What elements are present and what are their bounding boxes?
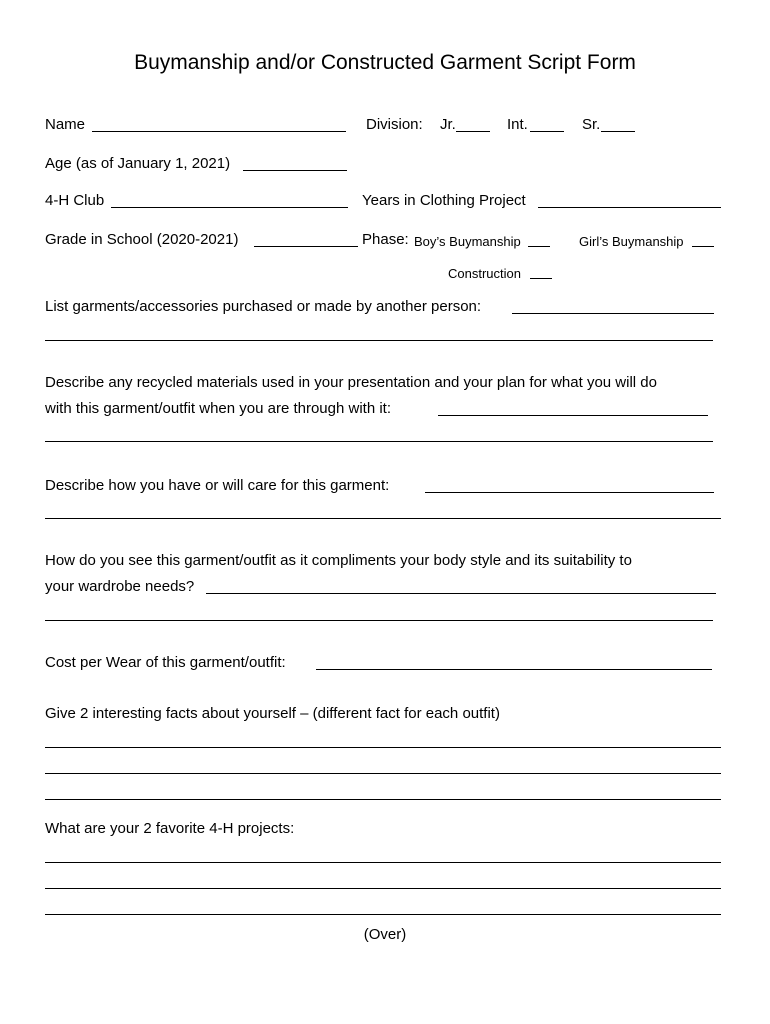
girls-buymanship-field[interactable] xyxy=(692,246,714,247)
recycled-label-line1: Describe any recycled materials used in your presentation and your plan for what you will do xyxy=(45,374,657,391)
body-style-label-line2: your wardrobe needs? xyxy=(45,578,195,595)
garments-field-line2[interactable] xyxy=(45,340,713,341)
boys-buymanship-field[interactable] xyxy=(528,246,550,247)
division-label: Division: xyxy=(366,116,423,133)
care-field-line2[interactable] xyxy=(45,518,721,519)
garments-field[interactable] xyxy=(512,313,714,314)
age-label: Age (as of January 1, 2021) xyxy=(45,155,231,172)
construction-field[interactable] xyxy=(530,278,552,279)
grade-field[interactable] xyxy=(254,246,358,247)
recycled-label-line2: with this garment/outfit when you are through with it: xyxy=(45,400,392,417)
facts-field-line3[interactable] xyxy=(45,799,721,800)
projects-field-line2[interactable] xyxy=(45,888,721,889)
club-field[interactable] xyxy=(111,207,348,208)
sr-label: Sr. xyxy=(582,116,601,133)
construction-label: Construction xyxy=(448,266,521,281)
years-field[interactable] xyxy=(538,207,721,208)
cost-per-wear-field[interactable] xyxy=(316,669,712,670)
facts-field-line2[interactable] xyxy=(45,773,721,774)
jr-label: Jr. xyxy=(440,116,456,133)
care-label: Describe how you have or will care for this garment: xyxy=(45,477,390,494)
grade-label: Grade in School (2020-2021) xyxy=(45,231,239,248)
name-field[interactable] xyxy=(92,131,346,132)
projects-field-line1[interactable] xyxy=(45,862,721,863)
sr-field[interactable] xyxy=(601,131,635,132)
girls-buymanship-label: Girl’s Buymanship xyxy=(579,234,684,249)
name-label: Name xyxy=(45,116,86,133)
facts-field-line1[interactable] xyxy=(45,747,721,748)
age-field[interactable] xyxy=(243,170,347,171)
projects-field-line3[interactable] xyxy=(45,914,721,915)
years-label: Years in Clothing Project xyxy=(362,192,526,209)
cost-per-wear-label: Cost per Wear of this garment/outfit: xyxy=(45,654,286,671)
projects-label: What are your 2 favorite 4-H projects: xyxy=(45,820,295,837)
phase-label: Phase: xyxy=(362,231,409,248)
club-label: 4-H Club xyxy=(45,192,105,209)
boys-buymanship-label: Boy’s Buymanship xyxy=(414,234,521,249)
garments-label: List garments/accessories purchased or made by another person: xyxy=(45,298,482,315)
body-style-field-line2[interactable] xyxy=(45,620,713,621)
footer-over: (Over) xyxy=(363,926,407,943)
care-field[interactable] xyxy=(425,492,714,493)
int-label: Int. xyxy=(507,116,528,133)
int-field[interactable] xyxy=(530,131,564,132)
facts-label: Give 2 interesting facts about yourself – (different fact for each outfit) xyxy=(45,705,500,722)
jr-field[interactable] xyxy=(456,131,490,132)
body-style-label-line1: How do you see this garment/outfit as it compliments your body style and its suitability to xyxy=(45,552,632,569)
recycled-field[interactable] xyxy=(438,415,708,416)
recycled-field-line2[interactable] xyxy=(45,441,713,442)
form-title: Buymanship and/or Constructed Garment Script Form xyxy=(134,51,636,74)
body-style-field[interactable] xyxy=(206,593,716,594)
